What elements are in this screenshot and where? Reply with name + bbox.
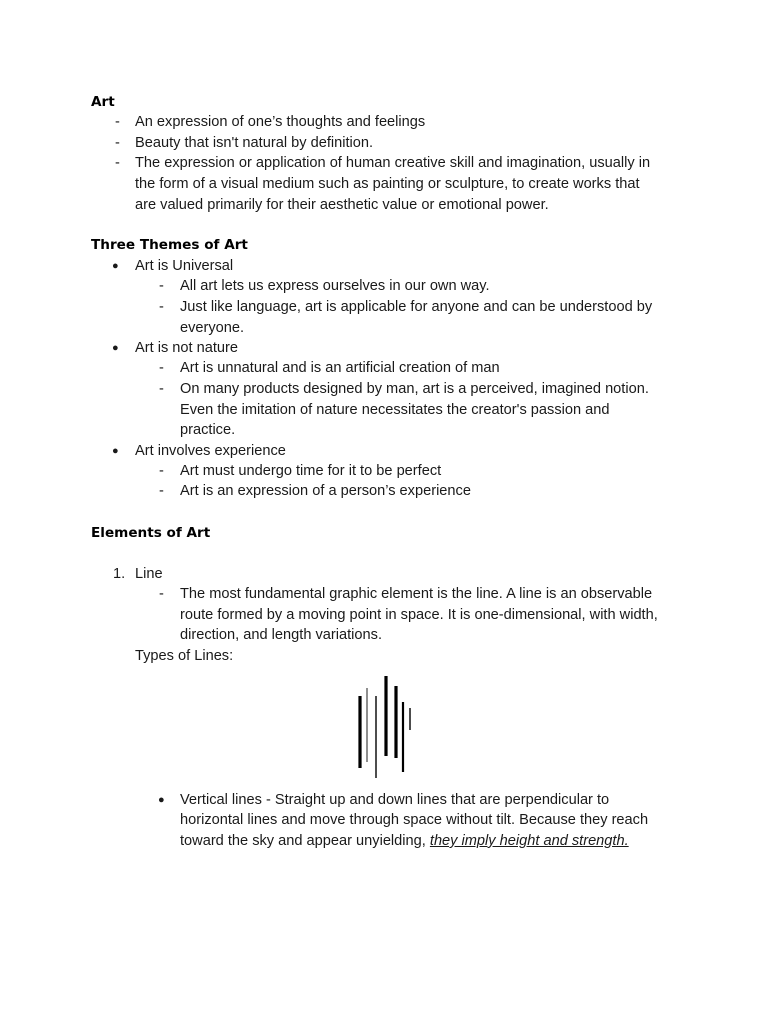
definition-line: Beauty that isn't natural by definition. (135, 135, 374, 151)
theme-point: All art lets us express ourselves in our own way. (180, 278, 490, 294)
definition-line: the form of a visual medium such as painting or sculpture, to create works that (135, 176, 640, 192)
theme-title: Art is not nature (135, 340, 239, 356)
vertical-lines-text: Vertical lines - Straight up and down lines that are perpendicular to (180, 792, 610, 808)
dash-marker: - (159, 278, 164, 294)
definition-line: An expression of one’s thoughts and feelings (135, 114, 426, 130)
vertical-lines-text-prefix: toward the sky and appear unyielding, (180, 833, 430, 849)
heading-art: Art (91, 94, 115, 110)
theme-point: Art is unnatural and is an artificial creation of man (180, 360, 500, 376)
dash-marker: - (159, 586, 164, 602)
list-number: 1. (113, 566, 126, 582)
definition-line: The expression or application of human creative skill and imagination, usually in (135, 155, 651, 171)
element-title: Line (135, 566, 163, 582)
theme-title: Art is Universal (135, 258, 234, 274)
theme-point: Art must undergo time for it to be perfect (180, 463, 442, 479)
element-description: route formed by a moving point in space. It is one-dimensional, with width, (180, 607, 658, 623)
dash-marker: - (115, 135, 120, 151)
theme-point: Just like language, art is applicable for anyone and can be understood by (180, 299, 653, 315)
dash-marker: - (159, 360, 164, 376)
dash-marker: - (159, 463, 164, 479)
bullet-marker: ● (112, 445, 119, 457)
theme-point: Art is an expression of a person’s experience (180, 483, 471, 499)
vertical-lines-illustration (350, 672, 420, 782)
bullet-marker: ● (158, 794, 165, 806)
bullet-marker: ● (112, 260, 119, 272)
types-label: Types of Lines: (135, 648, 234, 664)
dash-marker: - (159, 483, 164, 499)
vertical-lines-text (180, 831, 629, 852)
dash-marker: - (115, 114, 120, 130)
definition-line: are valued primarily for their aesthetic value or emotional power. (135, 197, 549, 213)
theme-point: everyone. (180, 320, 245, 336)
element-description: direction, and length variations. (180, 627, 383, 643)
element-description: The most fundamental graphic element is the line. A line is an observable (180, 586, 653, 602)
dash-marker: - (159, 299, 164, 315)
bullet-marker: ● (112, 342, 119, 354)
theme-point: Even the imitation of nature necessitates the creator's passion and (180, 402, 610, 418)
theme-point: practice. (180, 422, 236, 438)
dash-marker: - (115, 155, 120, 171)
emphasis-text: they imply height and strength. (429, 833, 629, 849)
theme-point: On many products designed by man, art is a perceived, imagined notion. (180, 381, 649, 397)
vertical-lines-text: horizontal lines and move through space without tilt. Because they reach (180, 812, 649, 828)
theme-title: Art involves experience (135, 443, 286, 459)
heading-elements: Elements of Art (91, 525, 211, 541)
heading-themes: Three Themes of Art (91, 237, 248, 253)
dash-marker: - (159, 381, 164, 397)
